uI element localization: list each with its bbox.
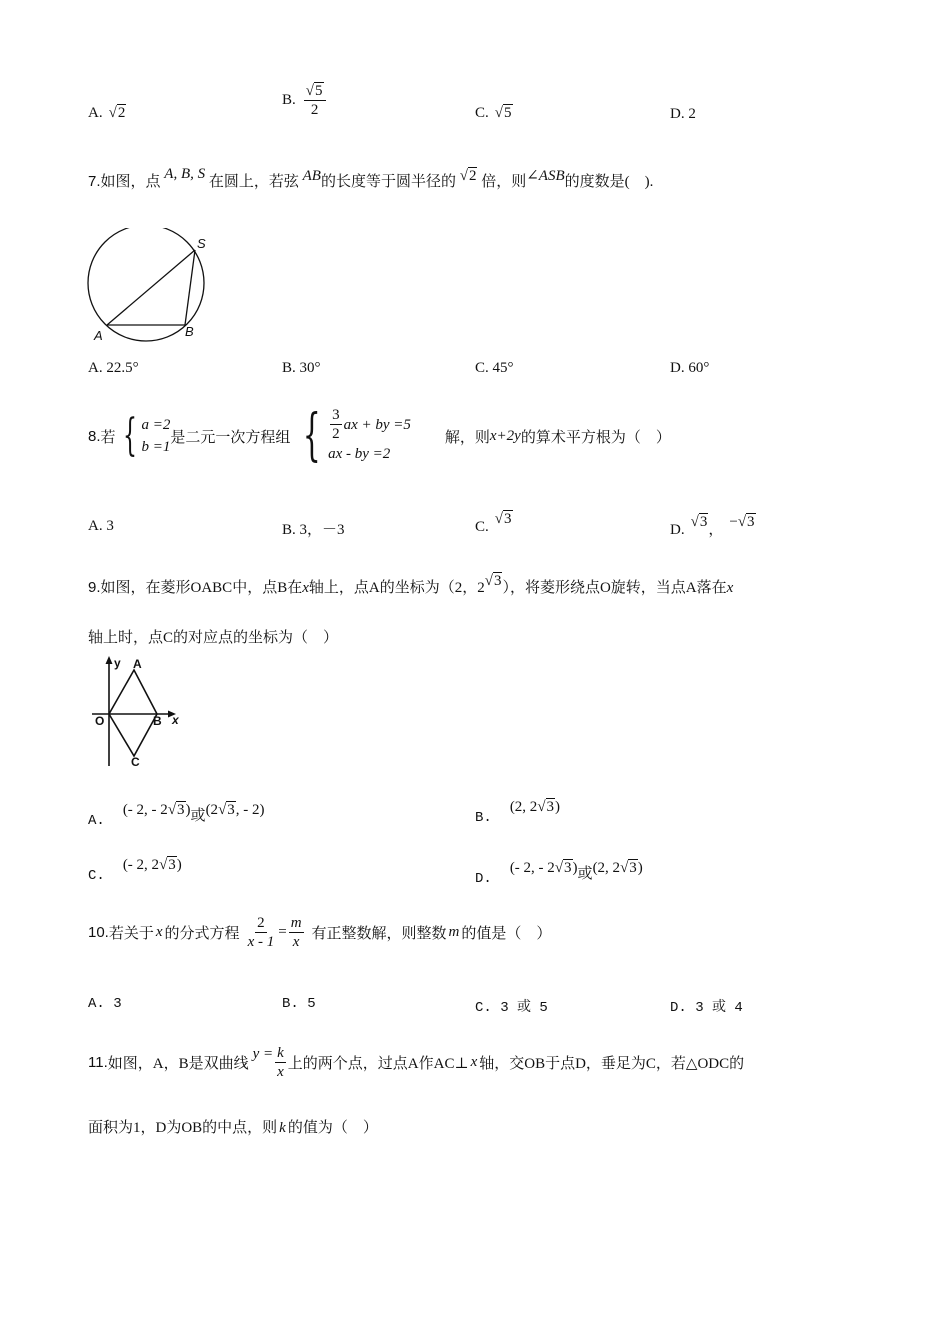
q6-option-c <box>475 104 513 122</box>
q9-rhombus-figure <box>86 654 186 770</box>
stem-text: 轴，交OB于点D，垂足为C，若△ODC的 <box>479 1055 745 1072</box>
q9-option-a <box>88 798 265 829</box>
option-label: D. <box>670 522 685 538</box>
sqrt-expression: √3 <box>737 514 755 530</box>
q9-option-d <box>475 856 643 887</box>
stem-text: 的分式方程 <box>164 925 240 942</box>
q6-option-a <box>88 104 126 122</box>
system-row: b =1 <box>141 439 171 455</box>
expression: x+2y <box>489 427 521 444</box>
label-x: x <box>172 713 179 727</box>
option-label: B. <box>282 92 296 108</box>
stem-text: ），将菱形绕点O旋转，当点A落在 <box>502 580 727 596</box>
coordinate: (2, 2 <box>509 799 538 815</box>
sqrt-expression: √5 <box>494 105 512 121</box>
question-number: 10. <box>88 923 109 941</box>
sqrt-expression: √3 <box>554 860 572 876</box>
coordinate: , - 2) <box>235 802 265 818</box>
q11-stem-line2 <box>88 1116 378 1137</box>
q10-option-d: D. 3 或 4 <box>670 1000 743 1016</box>
stem-text: 轴上，点A的坐标为（2，2 <box>308 580 485 596</box>
q10-option-b: B. 5 <box>282 996 316 1012</box>
stem-text: 的度数是( ). <box>564 174 654 190</box>
stem-text: 的值是（ ） <box>461 925 552 942</box>
sqrt-expression: √2 <box>459 168 477 184</box>
coordinate: (2, 2 <box>592 860 621 876</box>
question-number: 11. <box>88 1053 108 1071</box>
fraction: $\frac{2}{x - 1}$ <box>247 914 275 950</box>
q9-stem-line2: 轴上时，点C的对应点的坐标为（ ） <box>88 630 339 646</box>
label-o: O <box>95 714 105 728</box>
q10-option-c: C. 3 或 5 <box>475 1000 548 1016</box>
q9-option-b <box>475 798 561 826</box>
fraction: $\frac{√5}{2}$ <box>304 82 326 119</box>
q7-circle-figure <box>82 228 217 346</box>
chord-as <box>107 250 195 325</box>
coordinate: (- 2, 2 <box>122 857 160 873</box>
label-b: B <box>185 324 194 339</box>
coordinate: ) <box>637 860 643 876</box>
stem-text: 是二元一次方程组 <box>170 429 291 446</box>
coordinate: (- 2, - 2 <box>509 860 555 876</box>
label-y: y <box>114 656 121 670</box>
variable-x: x <box>470 1053 478 1070</box>
y-axis-arrow <box>106 656 113 664</box>
option-label: C. <box>475 519 489 535</box>
q8-option-c <box>475 510 513 535</box>
question-number: 9. <box>88 579 101 596</box>
function-lhs: y = <box>252 1045 274 1062</box>
system-row: ax + by =5 <box>343 416 411 433</box>
separator: ， <box>708 522 724 538</box>
coordinate: ) <box>176 857 182 873</box>
stem-text: 倍，则 <box>481 174 527 190</box>
q7-stem <box>88 166 654 191</box>
solution-system: { a =2 b =1 <box>122 410 171 461</box>
option-label: D. <box>475 871 492 887</box>
system-row: a =2 <box>141 416 171 433</box>
stem-text: 如图，在菱形OABC中，点B在 <box>100 580 303 596</box>
variable-k: k <box>279 1120 286 1136</box>
option-label: C. <box>475 105 489 121</box>
stem-text: 如图，点 <box>100 174 161 190</box>
variable-x: x <box>726 580 734 596</box>
label-c: C <box>131 755 140 769</box>
or-text: 或 <box>577 866 593 882</box>
coordinate: (2 <box>205 802 219 818</box>
variable-x: x <box>155 923 163 940</box>
stem-text: 的长度等于圆半径的 <box>320 174 456 190</box>
stem-text: 若 <box>100 429 116 446</box>
variable-x: x <box>302 580 309 596</box>
fraction: $\frac{m}{x}$ <box>290 914 302 950</box>
q6-option-b <box>282 82 328 119</box>
fraction: $\frac{3}{2}$ <box>332 407 340 443</box>
question-number: 7. <box>88 173 101 190</box>
sqrt-expression: √3 <box>620 860 637 876</box>
sqrt-expression: √2 <box>108 105 126 121</box>
option-label: A. <box>88 105 103 121</box>
stem-text: 有正整数解，则整数 <box>311 925 447 942</box>
coordinate: ) <box>572 860 578 876</box>
q8-option-b: B. 3，－3 <box>282 522 345 538</box>
q9-option-c <box>88 856 182 884</box>
q10-option-a: A. 3 <box>88 996 122 1012</box>
stem-text: 解，则 <box>444 429 490 446</box>
sqrt-expression: √3 <box>218 802 235 818</box>
variable-m: m <box>448 923 460 940</box>
angle-expression: ∠ASB <box>526 168 565 184</box>
equation-system: { $\frac{3}{2}$ ax + by =5 ax - by =2 <box>303 403 411 468</box>
q7-option-c: C. 45° <box>475 360 514 376</box>
rhombus-oabc <box>109 670 157 756</box>
q7-option-b: B. 30° <box>282 360 321 376</box>
q8-option-d <box>670 510 756 538</box>
chord-expression: AB <box>302 168 321 184</box>
label-b: B <box>153 714 162 728</box>
sqrt-expression: √3 <box>537 799 555 815</box>
q8-stem <box>88 396 671 476</box>
q7-option-a: A. 22.5° <box>88 360 139 376</box>
chord-bs <box>185 250 195 325</box>
points-expression: A, B, S <box>164 166 206 182</box>
sqrt-expression: √3 <box>484 573 502 589</box>
option-label: C. <box>88 868 105 884</box>
stem-text: 如图，A，B是双曲线 <box>107 1055 249 1072</box>
sqrt-expression: √3 <box>690 514 708 530</box>
q6-option-d: D. 2 <box>670 106 696 122</box>
fraction: $\frac{k}{x}$ <box>277 1044 284 1080</box>
minus-sign: − <box>729 514 738 530</box>
system-row: ax - by =2 <box>328 446 391 463</box>
coordinate: ) <box>185 802 191 818</box>
stem-text: 上的两个点，过点A作AC⊥ <box>287 1055 469 1072</box>
coordinate: (- 2, - 2 <box>122 802 168 818</box>
option-label: B. <box>475 810 492 826</box>
sqrt-expression: √3 <box>494 511 512 527</box>
label-s: S <box>197 236 206 251</box>
stem-text: 面积为1，D为OB的中点，则 <box>88 1120 278 1136</box>
q9-stem-line1 <box>88 573 734 597</box>
q10-stem <box>88 908 551 956</box>
sqrt-expression: √3 <box>159 857 176 873</box>
label-a: A <box>133 657 142 671</box>
q7-option-d: D. 60° <box>670 360 710 376</box>
q11-stem-line1 <box>88 1034 744 1090</box>
stem-text: 在圆上，若弦 <box>208 174 299 190</box>
q8-option-a: A. 3 <box>88 518 114 534</box>
option-label: A. <box>88 813 105 829</box>
sqrt-expression: √3 <box>167 802 185 818</box>
stem-text: 的值为（ ） <box>287 1120 378 1136</box>
or-text: 或 <box>190 808 206 824</box>
stem-text: 的算术平方根为（ ） <box>520 429 671 446</box>
equals-sign: = <box>278 923 287 940</box>
stem-text: 若关于 <box>108 925 154 942</box>
question-number: 8. <box>88 427 101 445</box>
coordinate: ) <box>555 799 561 815</box>
label-a: A <box>94 328 103 343</box>
